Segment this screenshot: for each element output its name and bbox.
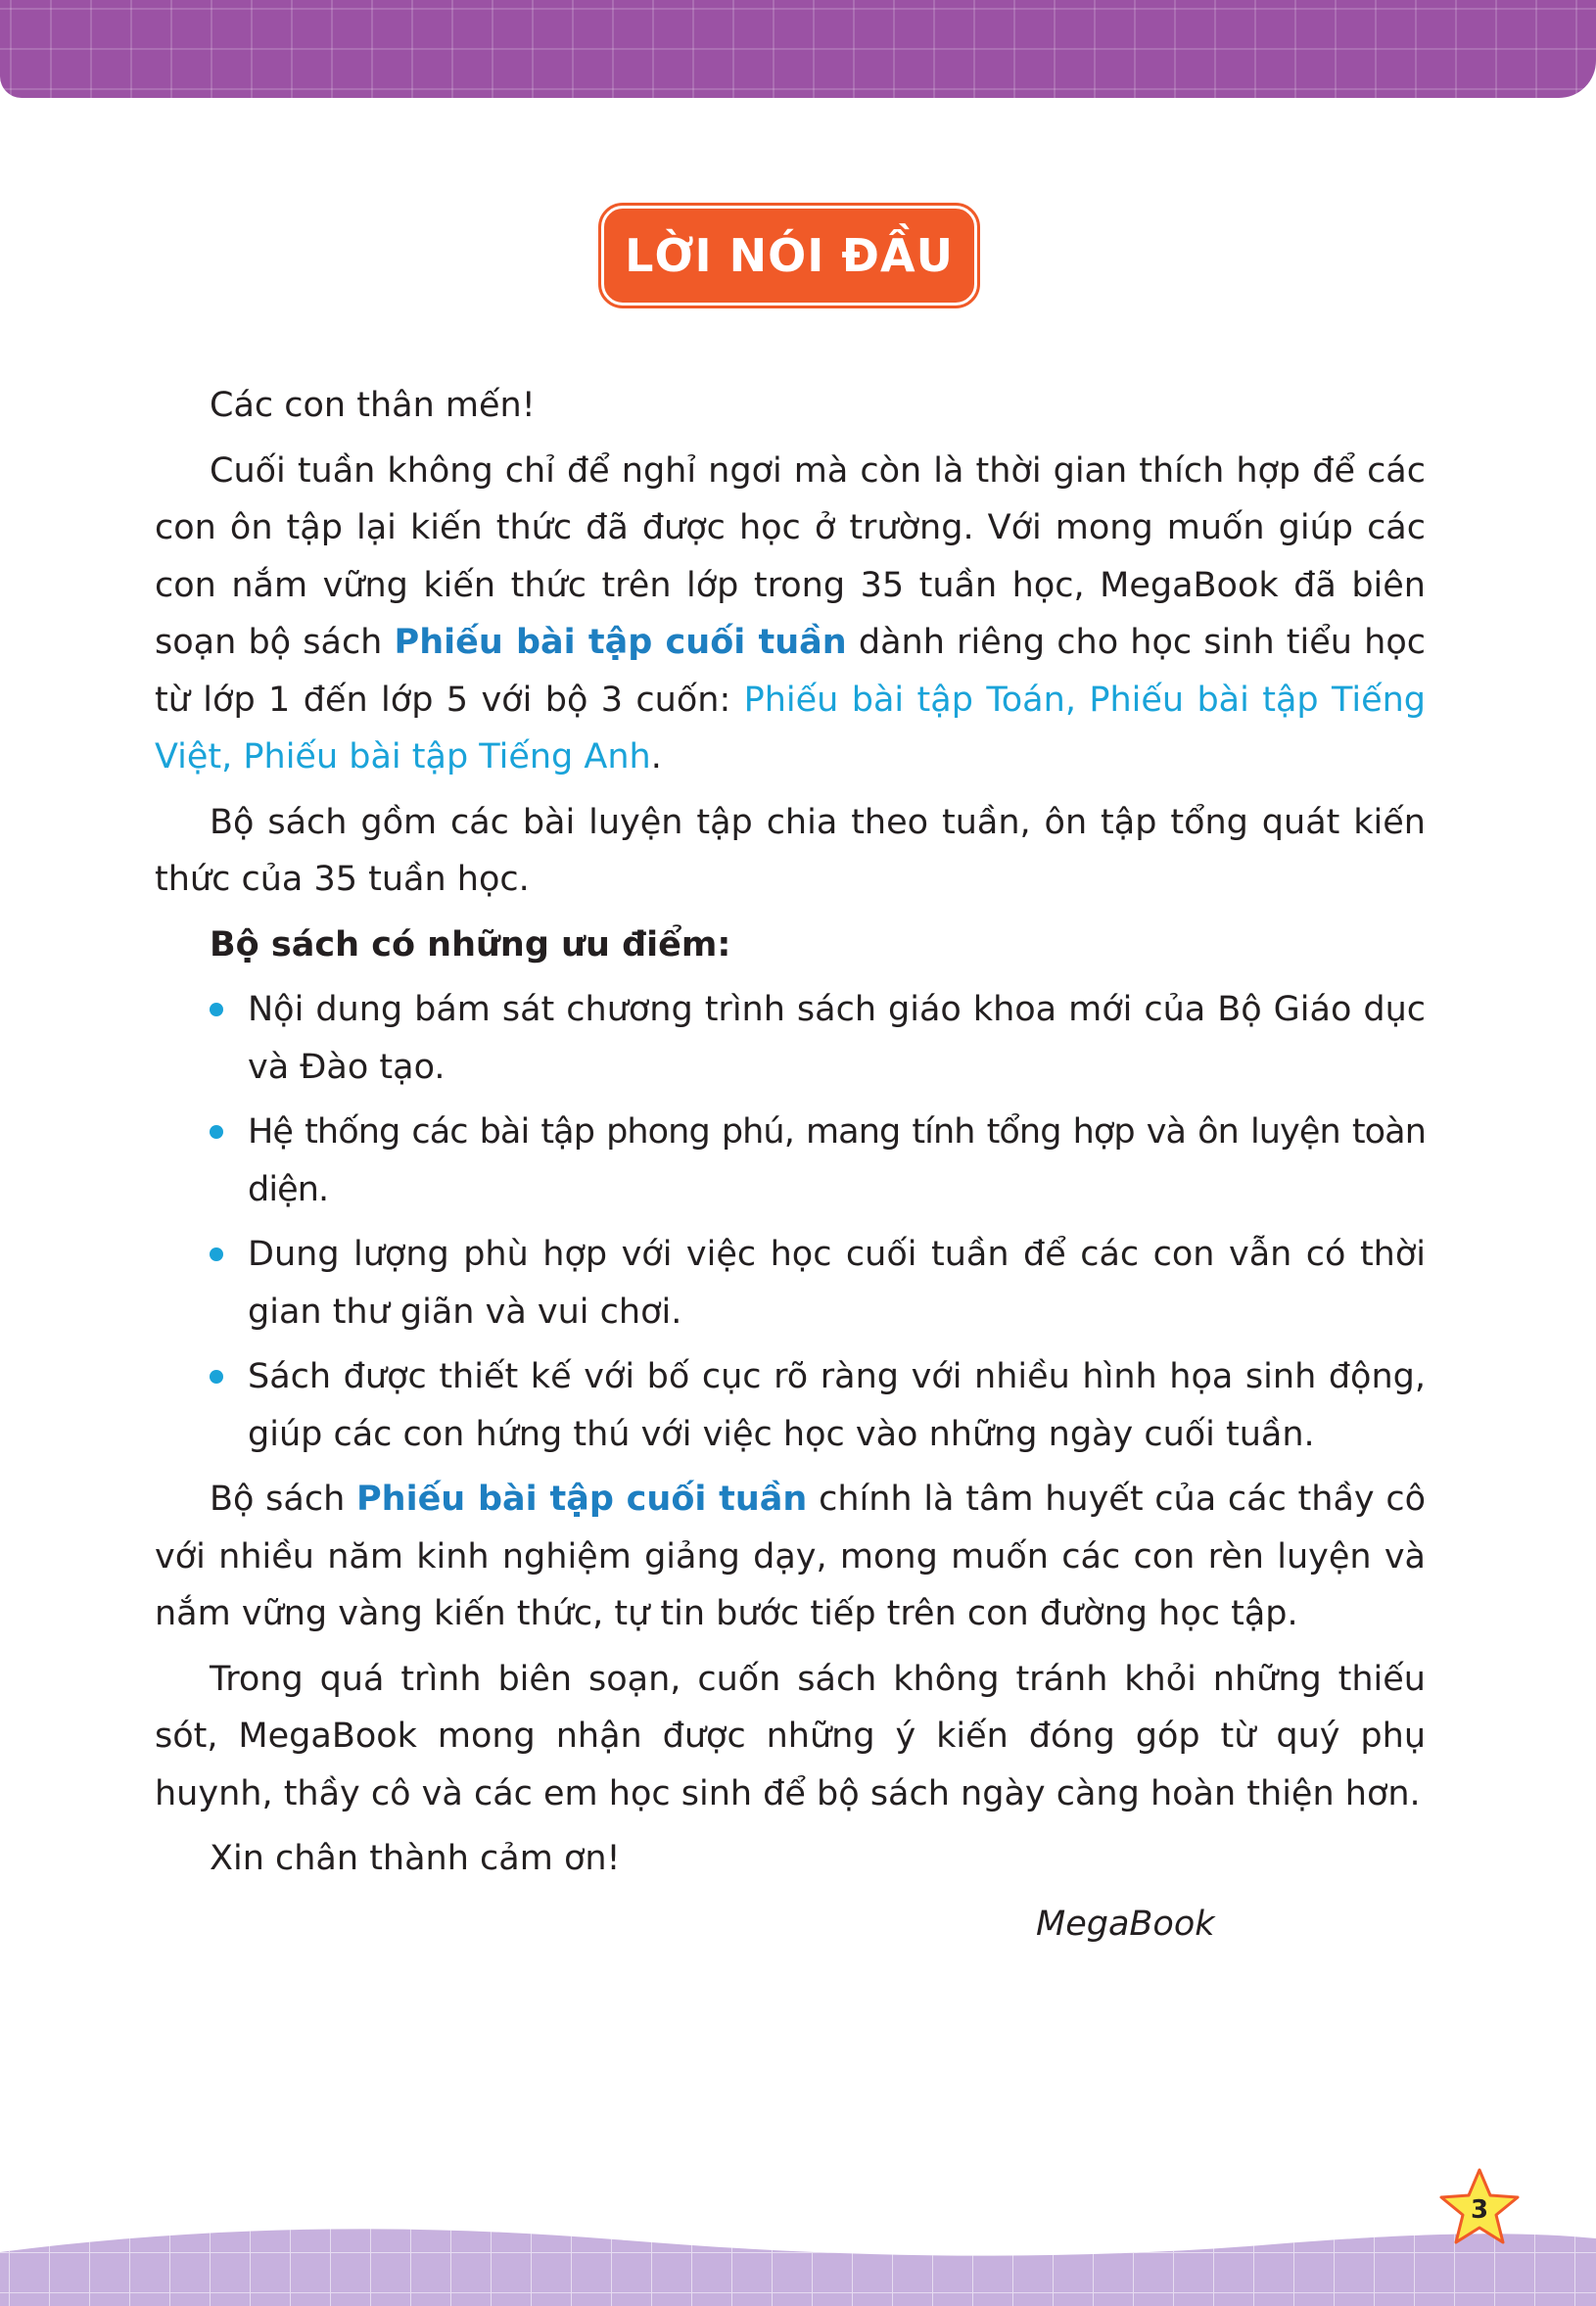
intro-end: .	[650, 737, 662, 777]
list-item	[248, 1348, 1426, 1463]
series-name: Phiếu bài tập cuối tuần	[356, 1480, 808, 1519]
series-name: Phiếu bài tập cuối tuần	[394, 623, 847, 662]
bullet-icon	[210, 1003, 223, 1016]
advantage-text: Nội dung bám sát chương trình sách giáo khoa mới của Bộ Giáo dục và Đào tạo.	[248, 990, 1426, 1087]
intro-paragraph	[155, 443, 1426, 786]
preface-body	[155, 377, 1426, 1960]
footer-band	[0, 2213, 1596, 2306]
dedication-prefix: Bộ sách	[210, 1480, 356, 1519]
list-item	[248, 981, 1426, 1096]
thanks-line: Xin chân thành cảm ơn!	[210, 1839, 621, 1878]
advantage-text: Hệ thống các bài tập phong phú, mang tính tổng hợp và ôn luyện toàn diện.	[248, 1112, 1426, 1209]
greeting: Các con thân mến!	[210, 386, 536, 425]
book-list: Phiếu bài tập Toán, Phiếu bài tập Tiếng Việt, Phiếu bài tập Tiếng Anh	[155, 680, 1427, 777]
dedication-text: chính là tâm huyết của các thầy cô với nhiều năm kinh nghiệm giảng dạy, mong muốn các con rèn luyện và nắm vững vàng kiến thức, tự tin bước tiếp trên con đường học tập.	[155, 1480, 1426, 1633]
page-number: 3	[1470, 2195, 1489, 2225]
bullet-icon	[210, 1370, 223, 1384]
intro-text-2: dành riêng cho học sinh tiểu học từ lớp 1 đến lớp 5 với bộ 3 cuốn:	[155, 623, 1426, 720]
list-item	[248, 1104, 1426, 1218]
signature: MegaBook	[1036, 1904, 1215, 1944]
list-item	[248, 1226, 1426, 1341]
bullet-icon	[210, 1247, 223, 1261]
page-number-star	[1437, 2166, 1522, 2250]
dedication-paragraph	[155, 1471, 1426, 1643]
summary-paragraph: Bộ sách gồm các bài luyện tập chia theo tuần, ôn tập tổng quát kiến thức của 35 tuần học.	[155, 802, 1426, 899]
intro-text-1: Cuối tuần không chỉ để nghỉ ngơi mà còn là thời gian thích hợp để các con ôn tập lại kiến thức đã được học ở trường. Với mong muốn giúp các con nắm vững kiến thức trên lớp trong 35 tuần học, MegaBook đã biên soạn bộ sách	[155, 450, 1426, 662]
feedback-paragraph: Trong quá trình biên soạn, cuốn sách không tránh khỏi những thiếu sót, MegaBook mong nhận được những ý kiến đóng góp từ quý phụ huynh, thầy cô và các em học sinh để bộ sách ngày càng hoàn thiện hơn.	[155, 1659, 1426, 1813]
header-band	[0, 0, 1596, 98]
advantage-text: Sách được thiết kế với bố cục rõ ràng với nhiều hình họa sinh động, giúp các con hứng thú với việc học vào những ngày cuối tuần.	[248, 1357, 1426, 1454]
advantages-list	[155, 981, 1426, 1463]
bullet-icon	[210, 1125, 223, 1139]
title-badge	[601, 206, 977, 306]
advantage-text: Dung lượng phù hợp với việc học cuối tuần để các con vẫn có thời gian thư giãn và vui chơi.	[248, 1235, 1426, 1332]
page-title: LỜI NÓI ĐẦU	[625, 229, 954, 282]
advantages-heading: Bộ sách có những ưu điểm:	[210, 924, 731, 965]
